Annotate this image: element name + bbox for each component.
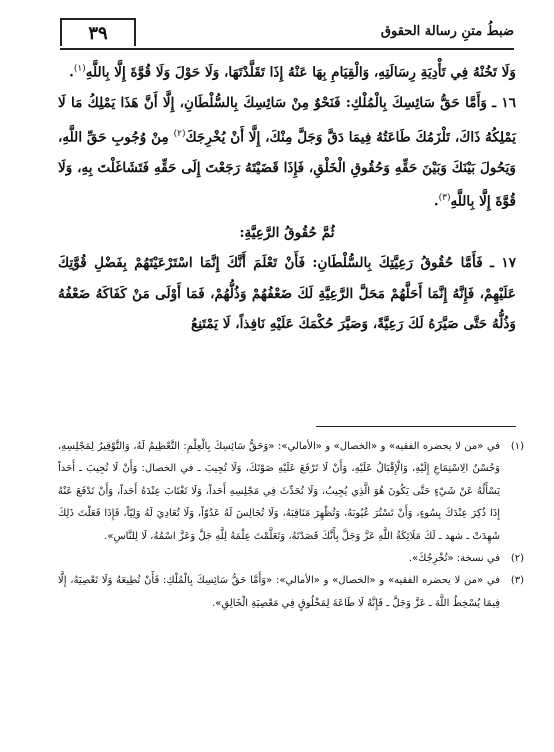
paragraph-intro: وَلَا تَخُنْهُ فِي تَأْدِيَةِ رِسَالَتِهِ، وَالْقِيَامِ بِهَا عَنْهُ إِذَا تَقَلَّدْتَهَا، وَلَا حَوْلَ وَلَا قُوَّةَ إِلَّا بِاللَّهِ$^{(١)}$.: [69, 64, 516, 81]
paragraph-17: ١٧ ـ فَأَمَّا حُقُوقُ رَعِيَّتِكَ بِالسُّلْطَانِ: فَأَنْ تَعْلَمَ أَنَّكَ إِنَّمَا اسْتَرْعَيْتَهُمْ بِفَضْلِ قُوَّتِكَ عَلَيْهِمْ، فَإِنَّهُ إِنَّمَا أَحَلَّهُمْ مَحَلَّ الرَّعِيَّةِ لَكَ ضَعْفُهُمْ وَذُلُّهُمْ، فَمَا أَوْلَى مَنْ كَفَاكَهُ ضَعْفُهُ وَذُلُّهُ حَتَّى صَيَّرَهُ لَكَ رَعِيَّةً، وَصَيَّرَ حُكْمَكَ عَلَيْهِ نَافِذاً، لَا يَمْتَنِعُ: [58, 255, 516, 333]
footnotes: [58, 436, 524, 615]
footnote-text: في «من لا يحضره الفقيه» و «الخصال» و «الأمالي»: «وَحَقُّ سَائِسِكَ بِالْعِلْمِ: التَّعْظِيمُ لَهُ، وَالتَّوْقِيرُ لِمَجْلِسِهِ، وَحُسْنُ الِاسْتِمَاعِ إِلَيْهِ، وَالْإِقْبَالُ عَلَيْهِ، وَأَنْ لَا تَرْفَعَ عَلَيْهِ صَوْتَكَ، وَلَا تُجِيبَ ـ في الخصال: وَأَنْ لَا تُجِيبَ ـ أَحَداً يَسْأَلُهُ عَنْ شَيْءٍ حَتَّى يَكُونَ هُوَ الَّذِي يُجِيبُ، وَلَا تُحَدِّثَ فِي مَجْلِسِهِ أَحَداً، وَلَا تَغْتَابَ عِنْدَهُ أَحَداً، وَأَنْ تَدْفَعَ عَنْهُ إِذَا ذُكِرَ عِنْدَكَ بِسُوءٍ، وَأَنْ تَسْتُرَ عُيُوبَهُ، وَتُظْهِرَ مَنَاقِبَهُ، وَلَا تُجَالِسَ لَهُ عَدُوّاً، وَلَا تُعَادِيَ لَهُ وَلِيّاً، فَإِذَا فَعَلْتَ ذَلِكَ شَهِدَتْ ـ شهد ـ لَكَ مَلَائِكَةُ اللَّهِ عَزَّ وَجَلَّ بِأَنَّكَ قَصَدْتَهُ، وَتَعَلَّمْتَ عِلْمَهُ لِلَّهِ جَلَّ وَعَزَّ اسْمُهُ، لَا لِلنَّاسِ».: [58, 441, 500, 542]
footnote-divider: [316, 426, 516, 427]
footnote-marker-2: (٢): [173, 128, 186, 139]
footnote-text: في «من لا يحضره الفقيه» و «الخصال» و «الأمالي»: «وَأَمَّا حَقُّ سَائِسِكَ بِالْمُلْكِ: فَأَنْ تُطِيعَهُ وَلَا تَعْصِيَهُ، إِلَّا فِيمَا يُسْخِطُ اللَّهَ ـ عَزَّ وَجَلَّ ـ فَإِنَّهُ لَا طَاعَةَ لِمَخْلُوقٍ فِي مَعْصِيَةِ الْخَالِقِ».: [58, 575, 500, 609]
footnote-number: (٢): [510, 553, 524, 565]
paragraph-16-continuation: مِنْ وُجُوبِ حَقِّ اللَّهِ، وَيَحُولَ بَيْنَكَ وَبَيْنَ حَقِّهِ وَحُقُوقِ الْخَلْقِ، فَإِذَا قَضَيْتَهُ رَجَعْتَ إِلَى حَقِّهِ فَتَشَاغَلْتَ بِهِ، وَلَا قُوَّةَ إِلَّا بِاللَّهِ: [58, 129, 516, 210]
running-header: [60, 18, 514, 50]
footnote-number: (١): [510, 441, 524, 452]
main-text: [58, 54, 516, 340]
footnote-marker-3: (٣): [438, 193, 451, 204]
paragraph-16: ١٦ ـ وَأَمَّا حَقُّ سَائِسِكَ بِالْمُلْكِ: فَنَحْوٌ مِنْ سَائِسِكَ بِالسُّلْطَانِ، إِلَّا أَنَّ هَذَا يَمْلِكُ مَا لَا يَمْلِكُهُ ذَاكَ، تَلْزَمُكَ طَاعَتُهُ فِيمَا دَقَّ وَجَلَّ مِنْكَ، إِلَّا أَنْ يُخْرِجَكَ$^{(٢)}$ مِنْ وُجُوبِ حَقِّ اللَّهِ، وَيَحُولَ بَيْنَكَ وَبَيْنَ حَقِّهِ وَحُقُوقِ الْخَلْقِ، فَإِذَا قَضَيْتَهُ رَجَعْتَ إِلَى حَقِّهِ فَتَشَاغَلْتَ بِهِ، وَلَا قُوَّةَ إِلَّا بِاللَّهِ$^{(٣)}$.: [58, 95, 517, 210]
paragraph-intro-text: وَلَا تَخُنْهُ فِي تَأْدِيَةِ رِسَالَتِهِ، وَالْقِيَامِ بِهَا عَنْهُ إِذَا تَقَلَّدْتَهَا، وَلَا حَوْلَ وَلَا قُوَّةَ إِلَّا بِاللَّهِ: [85, 64, 516, 81]
footnote-number: (٣): [510, 575, 524, 587]
paragraph-16-text: ١٦ ـ وَأَمَّا حَقُّ سَائِسِكَ بِالْمُلْكِ: فَنَحْوٌ مِنْ سَائِسِكَ بِالسُّلْطَانِ، إِلَّا أَنَّ هَذَا يَمْلِكُ مَا لَا يَمْلِكُهُ ذَاكَ، تَلْزَمُكَ طَاعَتُهُ فِيمَا دَقَّ وَجَلَّ مِنْكَ، إِلَّا أَنْ يُخْرِجَكَ: [58, 95, 517, 146]
footnote-text: في نسخة: «تُخْرِجُكَ».: [408, 553, 500, 565]
footnote-marker-1: (١): [73, 64, 86, 74]
section-heading: ثُمَّ حُقُوقُ الرَّعِيَّةِ:: [239, 224, 335, 241]
header-title: ضبطُ متنِ رسالة الحقوق: [380, 24, 514, 39]
footnote-2: [58, 548, 524, 570]
footnote-3: [58, 570, 524, 615]
page-number: ٣٩: [60, 18, 136, 46]
footnote-1: [58, 436, 524, 548]
